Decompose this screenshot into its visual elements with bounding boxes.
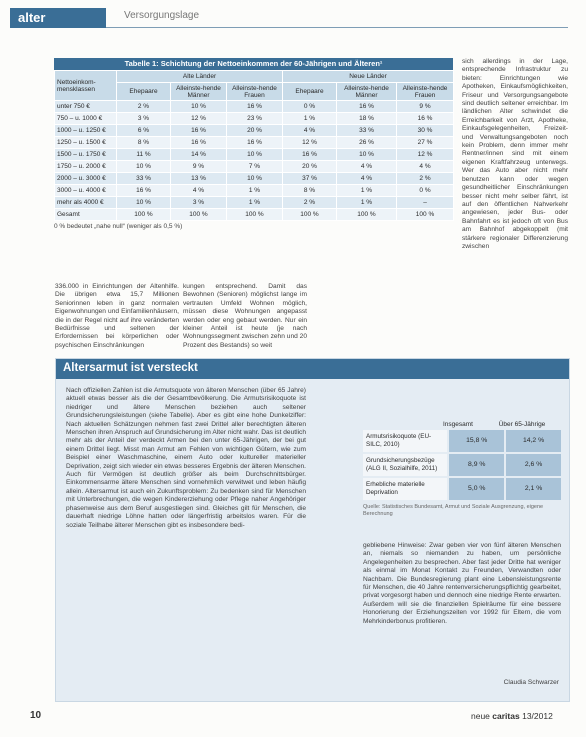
table-cell: 2 %	[397, 173, 454, 185]
poverty-row	[363, 478, 561, 500]
poverty-value-total: 8,9 %	[449, 454, 504, 476]
header-rule	[106, 27, 568, 28]
poverty-value-over65: 2,6 %	[506, 454, 561, 476]
table-cell: 4 %	[171, 185, 227, 197]
poverty-row-label: Armutsrisikoquote (EU-SILC, 2010)	[363, 430, 447, 452]
table-cell: 2 %	[283, 197, 337, 209]
right-column-text	[462, 58, 568, 348]
table-cell: 1 %	[227, 197, 283, 209]
poverty-table	[363, 419, 561, 518]
table-row	[55, 125, 454, 137]
table-cell: 16 %	[117, 185, 171, 197]
table-cell: 8 %	[117, 137, 171, 149]
table-cell: 8 %	[283, 185, 337, 197]
info-box-paragraph: gebliebene Hinweise: Zwar geben vier von fünf älteren Menschen an, niemals so niemanden zu haben, um persönliche Angelegenheiten zu besprechen. Aber fast jeder Dritte hat weniger als einmal im Monat Kontakt zu Freunden, Verwandten oder Nachbarn. Die Bundesregierung plant eine Lebensleistungsrente für Menschen, die 40 Jahre rentenversicherungspflichtig gearbeitet, privat vorgesorgt haben und dennoch eine niedrige Rente erwarten. Außerdem will sie die finanziellen Spielräume für eine bessere Honorierung der Erziehungszeiten vor 1992 für Eltern, die vom Mehrkinderbonus profitieren.	[363, 542, 561, 625]
table-cell: 37 %	[283, 173, 337, 185]
body-column-middle	[183, 283, 307, 349]
table-row	[55, 197, 454, 209]
table-cell: 33 %	[337, 125, 397, 137]
body-paragraph: kungen entsprechend. Damit das Bewohnen (Senioren) möglichst lange im vertrauten Umfeld Wohnen möglich, müssen diese Wohnungen angepasst werden oder eng gebaut werden. Nur ein kleiner Anteil ist heute (je nach Wohnungssegment zwischen zehn und 20 Prozent des Bestands) so weit	[183, 283, 307, 349]
table-cell: 1 %	[283, 113, 337, 125]
poverty-value-over65: 2,1 %	[506, 478, 561, 500]
poverty-row	[363, 430, 561, 452]
table-cell: 0 %	[397, 185, 454, 197]
table-cell: –	[397, 197, 454, 209]
poverty-row-label: Erhebliche materielle Deprivation	[363, 478, 447, 500]
table-cell: 4 %	[337, 161, 397, 173]
table-cell: 100 %	[171, 209, 227, 221]
table-cell: 10 %	[117, 197, 171, 209]
issue-number: 13/2012	[522, 711, 553, 721]
table-cell: 18 %	[337, 113, 397, 125]
table-cell: 10 %	[171, 101, 227, 113]
col-header: Alleinste-hende Männer	[337, 83, 397, 101]
row-label: mehr als 4000 €	[55, 197, 117, 209]
table-cell: 4 %	[283, 125, 337, 137]
table-cell: 1 %	[337, 185, 397, 197]
table-cell: 16 %	[227, 101, 283, 113]
author-signoff: Claudia Schwarzer	[503, 679, 559, 686]
table-total-row	[55, 209, 454, 221]
row-label: Gesamt	[55, 209, 117, 221]
table-cell: 100 %	[117, 209, 171, 221]
info-box-right-text	[363, 542, 561, 674]
col-header: Alleinste-hende Frauen	[397, 83, 454, 101]
row-header: Nettoeinkom-mensklassen	[55, 71, 117, 101]
table-row	[55, 149, 454, 161]
info-box-paragraph: Nach offiziellen Zahlen ist die Armutsquote von älteren Menschen (über 65 Jahre) aktuell etwas besser als die der Gesamtbevölkerung. Die Armutsrisikoquote ist niedriger und ältere Menschen beziehen auch seltener Grundsicherungsleistungen (siehe Tabelle). Aber es gibt eine hohe Dunkelziffer: Nach aktuellen Schätzungen nehmen fast zwei Drittel aller berechtigten älteren Menschen ihren Anspruch auf Grundsicherung im Alter nicht wahr. Das ist deutlich mehr als der Anteil der verdeckt Armen bei den unter 65-Jährigen, der bei gut einem Drittel liegt. Misst man Armut am Fehlen von wichtigen Gütern, wie zum Beispiel einer Waschmaschine, einem Auto oder kultureller materieller Deprivation, zeigt sich wieder ein etwas besseres Ergebnis der älteren Menschen. Auch für Vermögen ist deutlich größer als beim Durchschnittsbürger. Einkommensarme ältere Menschen sind vornehmlich verwitwet und leben häufig allein. Altersarmut ist auch ein Zukunftsproblem: Zu bedenken sind für Menschen mit Unterbrechungen, die wegen Kindererziehung oder Pflege naher Angehöriger phasenweise aus dem Beruf ausgestiegen sind. Gleiches gilt für Menschen, die dauerhaft niedrige Löhne hatten oder längerfristig arbeitslos waren. Für die soziale Teilhabe älterer Menschen gibt es insbesondere bedi-	[66, 387, 306, 529]
table-cell: 16 %	[171, 137, 227, 149]
table-cell: 13 %	[171, 173, 227, 185]
table-cell: 12 %	[397, 149, 454, 161]
table-row	[55, 161, 454, 173]
table-cell: 6 %	[117, 125, 171, 137]
right-column-paragraph: sich allerdings in der Lage, entsprechende Infrastruktur zu bieten: Einrichtungen wie Apotheken, Einkaufsmöglichkeiten, Friseur und Versorgungsangebote sind deutlich seltener erreichbar. Im ländlichen Alter schwindet die Erreichbarkeit von Arzt, Apotheke, Einkaufsgelegenheiten, Freizeit- und Verwaltungsangeboten noch kein Problem, denn immer mehr Rentner/innen sind mit einem eigenen Kraftfahrzeug unterwegs. Wer das Auto aber nicht mehr benutzen kann oder wegen gesundheitlicher Einschränkungen besser nicht mehr selber fährt, ist auf den öffentlichen Nahverkehr angewiesen, jeder Bus- oder Bahnfahrt es ist jedoch oft von Bus am Bahnhof abgekoppelt (mit stärkere regionaler Differenzierung zwischen	[462, 58, 568, 250]
income-table-title: Tabelle 1: Schichtung der Nettoeinkommen der 60-Jährigen und Älteren¹	[54, 58, 453, 70]
table-cell: 4 %	[337, 173, 397, 185]
table-cell: 1 %	[337, 197, 397, 209]
table-cell: 20 %	[283, 161, 337, 173]
income-table-body	[55, 101, 454, 221]
info-box	[55, 358, 570, 702]
page-number: 10	[30, 710, 42, 721]
poverty-col-over65: Über 65-Jährige	[498, 421, 546, 428]
table-row	[55, 113, 454, 125]
table-cell: 100 %	[227, 209, 283, 221]
table-cell: 23 %	[227, 113, 283, 125]
group-header-alte: Alte Länder	[117, 71, 283, 83]
table-cell: 1 %	[227, 185, 283, 197]
row-label: 2000 – u. 3000 €	[55, 173, 117, 185]
poverty-table-rows	[363, 430, 561, 500]
row-label: 750 – u. 1000 €	[55, 113, 117, 125]
table-cell: 10 %	[227, 149, 283, 161]
poverty-value-total: 5,0 %	[449, 478, 504, 500]
table-cell: 4 %	[397, 161, 454, 173]
table-cell: 3 %	[117, 113, 171, 125]
table-cell: 16 %	[337, 101, 397, 113]
table-cell: 100 %	[397, 209, 454, 221]
table-row	[55, 173, 454, 185]
row-label: 3000 – u. 4000 €	[55, 185, 117, 197]
group-header-neue: Neue Länder	[283, 71, 454, 83]
table-cell: 12 %	[283, 137, 337, 149]
table-cell: 20 %	[227, 125, 283, 137]
table-cell: 14 %	[171, 149, 227, 161]
poverty-row	[363, 454, 561, 476]
table-cell: 7 %	[227, 161, 283, 173]
table-cell: 10 %	[337, 149, 397, 161]
table-row	[55, 185, 454, 197]
income-table-grid	[54, 70, 454, 221]
row-label: 1000 – u. 1250 €	[55, 125, 117, 137]
section-tab	[10, 8, 106, 28]
row-label: 1250 – u. 1500 €	[55, 137, 117, 149]
table-cell: 3 %	[171, 197, 227, 209]
table-cell: 10 %	[227, 173, 283, 185]
info-box-left-text	[66, 387, 306, 692]
col-header: Ehepaare	[117, 83, 171, 101]
poverty-value-over65: 14,2 %	[506, 430, 561, 452]
section-tab-label: alter	[18, 10, 46, 25]
table-cell: 26 %	[337, 137, 397, 149]
table-row	[55, 101, 454, 113]
body-column-left	[55, 283, 179, 349]
col-header: Ehepaare	[283, 83, 337, 101]
table-cell: 30 %	[397, 125, 454, 137]
table-cell: 16 %	[171, 125, 227, 137]
table-row	[55, 137, 454, 149]
info-box-header	[56, 359, 569, 379]
row-label: 1500 – u. 1750 €	[55, 149, 117, 161]
table-cell: 0 %	[283, 101, 337, 113]
poverty-table-source: Quelle: Statistisches Bundesamt, Armut und Soziale Ausgrenzung, eigene Berechnung	[363, 504, 544, 517]
table-cell: 16 %	[227, 137, 283, 149]
col-header: Alleinste-hende Frauen	[227, 83, 283, 101]
table-cell: 9 %	[397, 101, 454, 113]
magazine-name: caritas	[492, 711, 520, 721]
table-cell: 16 %	[397, 113, 454, 125]
col-header: Alleinste-hende Männer	[171, 83, 227, 101]
poverty-row-label: Grundsicherungsbezüge (ALG II, Sozialhilfe, 2011)	[363, 454, 447, 476]
row-label: 1750 – u. 2000 €	[55, 161, 117, 173]
poverty-table-header	[363, 419, 561, 430]
table-cell: 100 %	[337, 209, 397, 221]
magazine-footer	[471, 711, 553, 721]
section-subtitle: Versorgungslage	[124, 10, 200, 21]
table-cell: 2 %	[117, 101, 171, 113]
body-paragraph: 336.000 in Einrichtungen der Altenhilfe. Die übrigen etwa 15,7 Millionen Seniorinnen leben in ganz normalen Eigenwohnungen und Einfamilienhäusern, die in der Regel nicht auf ihre veränderten Bedürfnisse und seltenen der Erfordernissen bei körperlichen oder psychischen Einschränkungen	[55, 283, 179, 349]
poverty-value-total: 15,8 %	[449, 430, 504, 452]
table-cell: 12 %	[171, 113, 227, 125]
income-table-note: 0 % bedeutet „nahe null“ (weniger als 0,5 %)	[54, 223, 183, 230]
info-box-title: Altersarmut ist versteckt	[63, 362, 198, 374]
poverty-col-total: Insgesamt	[443, 421, 473, 428]
table-cell: 11 %	[117, 149, 171, 161]
income-table	[54, 58, 453, 230]
table-cell: 16 %	[283, 149, 337, 161]
table-cell: 10 %	[117, 161, 171, 173]
magazine-prefix: neue	[471, 711, 490, 721]
row-label: unter 750 €	[55, 101, 117, 113]
table-cell: 9 %	[171, 161, 227, 173]
table-cell: 100 %	[283, 209, 337, 221]
table-cell: 27 %	[397, 137, 454, 149]
table-cell: 33 %	[117, 173, 171, 185]
